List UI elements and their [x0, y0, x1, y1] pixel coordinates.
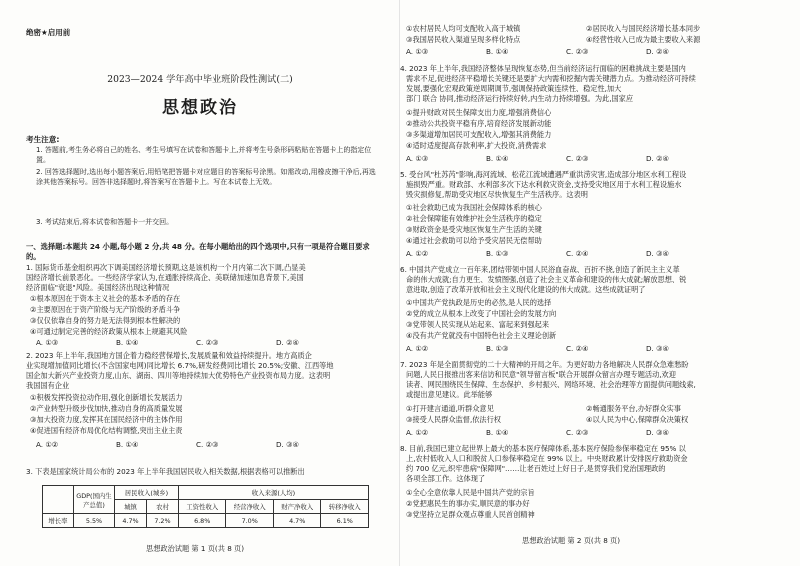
question-4-answers — [406, 154, 726, 164]
question-4-line: 发展,要强化宏观政策逆周期调节,强调保持政策连续性、稳定性,加大 — [406, 84, 622, 93]
question-7-line: 7. 2023 年是全面贯彻党的二十大精神的开局之年。为更好助力各地解决人民群众急难愁盼 — [400, 360, 689, 369]
question-7-line: 问题,人民日报推出客来信访和民意"领导留言板"联合开展群众留言办理专题活动,欢迎 — [406, 370, 676, 379]
answer-choice[interactable]: C. ②④ — [566, 249, 589, 258]
answer-choice[interactable]: A. ①② — [406, 344, 429, 353]
income-data-table — [42, 485, 369, 528]
question-3-option: ④经营性收入已成为最主要收入来源 — [586, 35, 701, 44]
question-7-option: ④以人民为中心,保障群众决策权 — [586, 415, 689, 424]
question-6-answers — [406, 344, 726, 354]
question-4-line: 部门 联合 协同,推动经济运行持续好转,内生动力持续增强。为此,国家应 — [406, 94, 634, 103]
table-row — [43, 514, 369, 528]
question-5-option: ②社会保障能有效维护社会生活秩序的稳定 — [406, 214, 542, 223]
question-3-answers — [406, 47, 726, 57]
question-5-answers — [406, 249, 726, 259]
table-header-income-source: 收入来源(人均) — [178, 486, 368, 500]
answer-choice[interactable]: C. ②③ — [566, 154, 589, 163]
question-2-line: 我国国有企业 — [26, 381, 70, 390]
question-3-option: ③我国居民收入渠道呈现多样化特点 — [406, 35, 521, 44]
question-2-line: 业实现增加值同比增长(不含国家电网)同比增长 6.7%,研发经费同比增长 20.5%;安徽、江西等地 — [26, 361, 334, 370]
question-8-line: 约 700 亿元,织牢患病"保障网"……让老百姓过上好日子,是贯穿我们党治国理政的 — [406, 464, 666, 473]
notice-item: 1. 答题前,考生务必将自己的姓名、考生号填写在试卷和答题卡上,并将考生号条形码粘贴在答题卡上的指定位置。 — [36, 146, 372, 164]
table-col-property: 财产净收入 — [273, 500, 321, 514]
question-8-line: 上,农村低收入人口和脱贫人口参保率稳定在 99% 以上。中央财政累计安排医疗救助资金 — [406, 454, 688, 463]
table-header-residence: 居民收入(城乡) — [115, 486, 179, 500]
answer-choice[interactable]: A. ①③ — [406, 154, 429, 163]
answer-choice[interactable]: D. ③④ — [646, 344, 669, 353]
answer-choice[interactable]: D. ③④ — [276, 440, 299, 449]
question-1-line: 1. 国际货币基金组织再次下调美国经济增长预期,这是该机构一个月内第二次下调,凸显美 — [26, 263, 306, 272]
table-cell: 5.5% — [74, 514, 115, 528]
question-6-option: ③党带领人民实现从站起来、富起来到强起来 — [406, 320, 550, 329]
table-cell: 6.1% — [321, 514, 369, 528]
answer-choice[interactable]: A. ①③ — [406, 47, 429, 56]
question-3-option: ①农村居民人均可支配收入高于城镇 — [406, 24, 521, 33]
question-5-line: 毁灾损修复,帮助受灾地区尽快恢复生产生活秩序。这表明 — [406, 190, 588, 199]
question-1-option: ②主要原因在于资产阶级与无产阶级的矛盾斗争 — [30, 305, 181, 314]
answer-choice[interactable]: D. ②④ — [646, 47, 669, 56]
answer-choice[interactable]: D. ②④ — [276, 338, 299, 347]
question-2-line: 2. 2023 年上半年,我国地方国企着力稳经营保增长,发展质量和效益持续提升。地方高质企 — [26, 351, 312, 360]
question-1-line: 国经济增长前景恶化。一些经济学家认为,在通胀持续高企、美联储加速加息背景下,美国 — [26, 273, 304, 282]
table-col-wage: 工资性收入 — [178, 500, 226, 514]
question-2-option: ②产业转型升级步伐加快,推动自身的高质量发展 — [30, 404, 183, 413]
question-8-option: ①全心全意依靠人民是中国共产党的宗旨 — [406, 488, 535, 497]
question-1-option: ③仅仅依靠自身的努力是无法得到根本性解决的 — [30, 316, 181, 325]
answer-choice[interactable]: C. ②③ — [196, 440, 219, 449]
answer-choice[interactable]: B. ①③ — [486, 344, 509, 353]
question-4-option: ④适时适度提高存款利率,扩大投资,消费需求 — [406, 141, 547, 150]
table-col-transfer: 转移净收入 — [321, 500, 369, 514]
question-5-option: ④通过社会救助可以给予受灾居民无偿帮助 — [406, 236, 542, 245]
answer-choice[interactable]: B. ①④ — [116, 440, 139, 449]
question-8-line: 各项全部工作。这体现了 — [406, 474, 486, 483]
table-header-gdp: GDP(国内生产总值) — [74, 486, 115, 514]
subject-title: 思想政治 — [162, 98, 238, 118]
table-row-label: 增长率 — [43, 514, 74, 528]
question-7-option: ②畅通服务平台,办好群众实事 — [586, 404, 681, 413]
question-5-line: 5. 受台风"杜苏芮"影响,海河流域、松花江流域遭遇严重洪涝灾害,造成部分地区水利工程设 — [400, 170, 687, 179]
notice-heading: 考生注意: — [26, 135, 60, 144]
table-col-rural: 农村 — [146, 500, 178, 514]
confidential-label: 绝密★启用前 — [26, 28, 71, 37]
question-2-option: ④促进国有经济布局优化结构调整,突出主业主责 — [30, 426, 183, 435]
answer-choice[interactable]: C. ②④ — [566, 344, 589, 353]
question-8-option: ②党把惠民生的事办实,顺民意的事办好 — [406, 499, 530, 508]
question-1-answers — [36, 338, 356, 348]
question-7-line: 读者、网民围绕民生保障、生态保护、乡村振兴、网络环境、社会治理等方面提供问题线索, — [406, 380, 696, 389]
answer-choice[interactable]: A. ①② — [36, 440, 59, 449]
table-col-business: 经营净收入 — [226, 500, 274, 514]
exam-title: 2023—2024 学年高中毕业班阶段性测试(二) — [107, 74, 293, 85]
question-1-option: ①根本原因在于资本主义社会的基本矛盾的存在 — [30, 294, 181, 303]
answer-choice[interactable]: A. ①③ — [36, 338, 59, 347]
answer-choice[interactable]: C. ②③ — [566, 428, 589, 437]
answer-choice[interactable]: A. ①② — [406, 428, 429, 437]
question-5-option: ①社会救助已成为我国社会保障体系的核心 — [406, 203, 542, 212]
question-2-answers — [36, 440, 356, 450]
table-cell: 6.8% — [178, 514, 226, 528]
question-7-option: ①打开建言通道,听群众意见 — [406, 404, 494, 413]
question-8-line: 8. 目前,我国已建立起世界上最大的基本医疗保障体系,基本医疗保险参保率稳定在 95% 以 — [400, 444, 686, 453]
answer-choice[interactable]: D. ②④ — [646, 154, 669, 163]
answer-choice[interactable]: B. ①④ — [486, 428, 509, 437]
notice-item: 3. 考试结束后,将本试卷和答题卡一并交回。 — [36, 218, 174, 226]
question-4-line: 需求不足,促进经济平稳增长关键还是要扩大内需和挖掘内需关键潜力点。为推动经济可持续 — [406, 74, 696, 83]
table-cell: 4.7% — [115, 514, 147, 528]
question-6-line: 6. 中国共产党成立一百年来,团结带领中国人民浴血奋战、百折不挠,创造了新民主主义革 — [400, 265, 680, 274]
table-cell: 4.7% — [273, 514, 321, 528]
question-2-line: 国企加大新兴产业投资力度,山东、湖南、四川等地持续加大优势特色产业投资布局力度。这表明 — [26, 371, 331, 380]
question-8-option: ③党坚持立足群众观点尊重人民首创精神 — [406, 510, 535, 519]
page-footer: 思想政治试题 第 1 页(共 8 页) — [146, 544, 245, 553]
question-4-option: ②推动公共投资平稳有序,培育经济发展新动能 — [406, 119, 552, 128]
table-cell: 7.0% — [226, 514, 274, 528]
answer-choice[interactable]: B. ①③ — [486, 249, 509, 258]
answer-choice[interactable]: D. ③④ — [646, 249, 669, 258]
question-7-option: ③接受人民群众监督,依法行权 — [406, 415, 501, 424]
question-6-line: 意进取,创造了改革开放和社会主义现代化建设的伟大成就。这些成就证明了 — [406, 285, 646, 294]
question-4-line: 4. 2023 年上半年,我国经济整体呈现恢复态势,但当前经济运行面临的困难挑战主要是国内 — [400, 64, 686, 73]
question-5-option: ③财政资金是受灾地区恢复生产生活的关键 — [406, 225, 542, 234]
question-6-option: ④没有共产党就没有中国特色社会主义理论创新 — [406, 331, 557, 340]
answer-choice[interactable]: C. ②③ — [566, 47, 589, 56]
question-7-answers — [406, 428, 726, 438]
question-1-option: ④可通过制定完善的经济政策从根本上规避其风险 — [30, 327, 188, 336]
question-1-line: 经济面临"衰退"风险。美国经济出现这种情况 — [26, 283, 170, 292]
table-cell: 7.2% — [146, 514, 178, 528]
question-6-option: ②党的成立从根本上改变了中国社会的发展方向 — [406, 309, 557, 318]
answer-choice[interactable]: B. ①④ — [486, 154, 509, 163]
question-5-line: 施损毁严重。财政部、水利部多次下达水利救灾资金,支持受灾地区用于水利工程设施水 — [406, 180, 682, 189]
page-footer: 思想政治试题 第 2 页(共 8 页) — [522, 536, 621, 545]
answer-choice[interactable]: A. ①② — [406, 249, 429, 258]
question-6-option: ①中国共产党执政是历史的必然,是人民的选择 — [406, 298, 552, 307]
question-6-line: 命的伟大成就;自力更生、发愤图强,创造了社会主义革命和建设的伟大成就;解放思想、锐 — [406, 275, 687, 284]
question-3-option: ②居民收入与国民经济增长基本同步 — [586, 24, 701, 33]
question-2-option: ③加大投资力度,发挥其在国民经济中的主体作用 — [30, 415, 183, 424]
notice-item: 2. 回答选择题时,选出每小题答案后,用铅笔把答题卡对应题目的答案标号涂黑。如需改动,用橡皮擦干净后,再选涂其他答案标号。回答非选择题时,将答案写在答题卡上。写在本试卷上无效。 — [36, 168, 376, 186]
answer-choice[interactable]: C. ②③ — [196, 338, 219, 347]
answer-choice[interactable]: B. ①④ — [486, 47, 509, 56]
section-heading: 一、选择题:本题共 24 小题,每小题 2 分,共 48 分。在每小题给出的四个选项中,只有一项是符合题目要求的。 — [26, 242, 370, 261]
question-7-line: 或提出意见建议。此举能够 — [406, 390, 493, 399]
question-4-option: ③多渠道增加居民可支配收入,增强其消费能力 — [406, 130, 552, 139]
table-col-urban: 城镇 — [115, 500, 147, 514]
question-4-option: ①提升财政对民生保障支出力度,增强消费信心 — [406, 108, 552, 117]
answer-choice[interactable]: B. ①④ — [116, 338, 139, 347]
answer-choice[interactable]: D. ③④ — [646, 428, 669, 437]
question-2-option: ①积极发挥投资拉动作用,强化创新增长发展活力 — [30, 393, 183, 402]
question-3-line: 3. 下表是国家统计局公布的 2023 年上半年我国居民收入相关数据,根据表格可以推断出 — [26, 467, 305, 476]
